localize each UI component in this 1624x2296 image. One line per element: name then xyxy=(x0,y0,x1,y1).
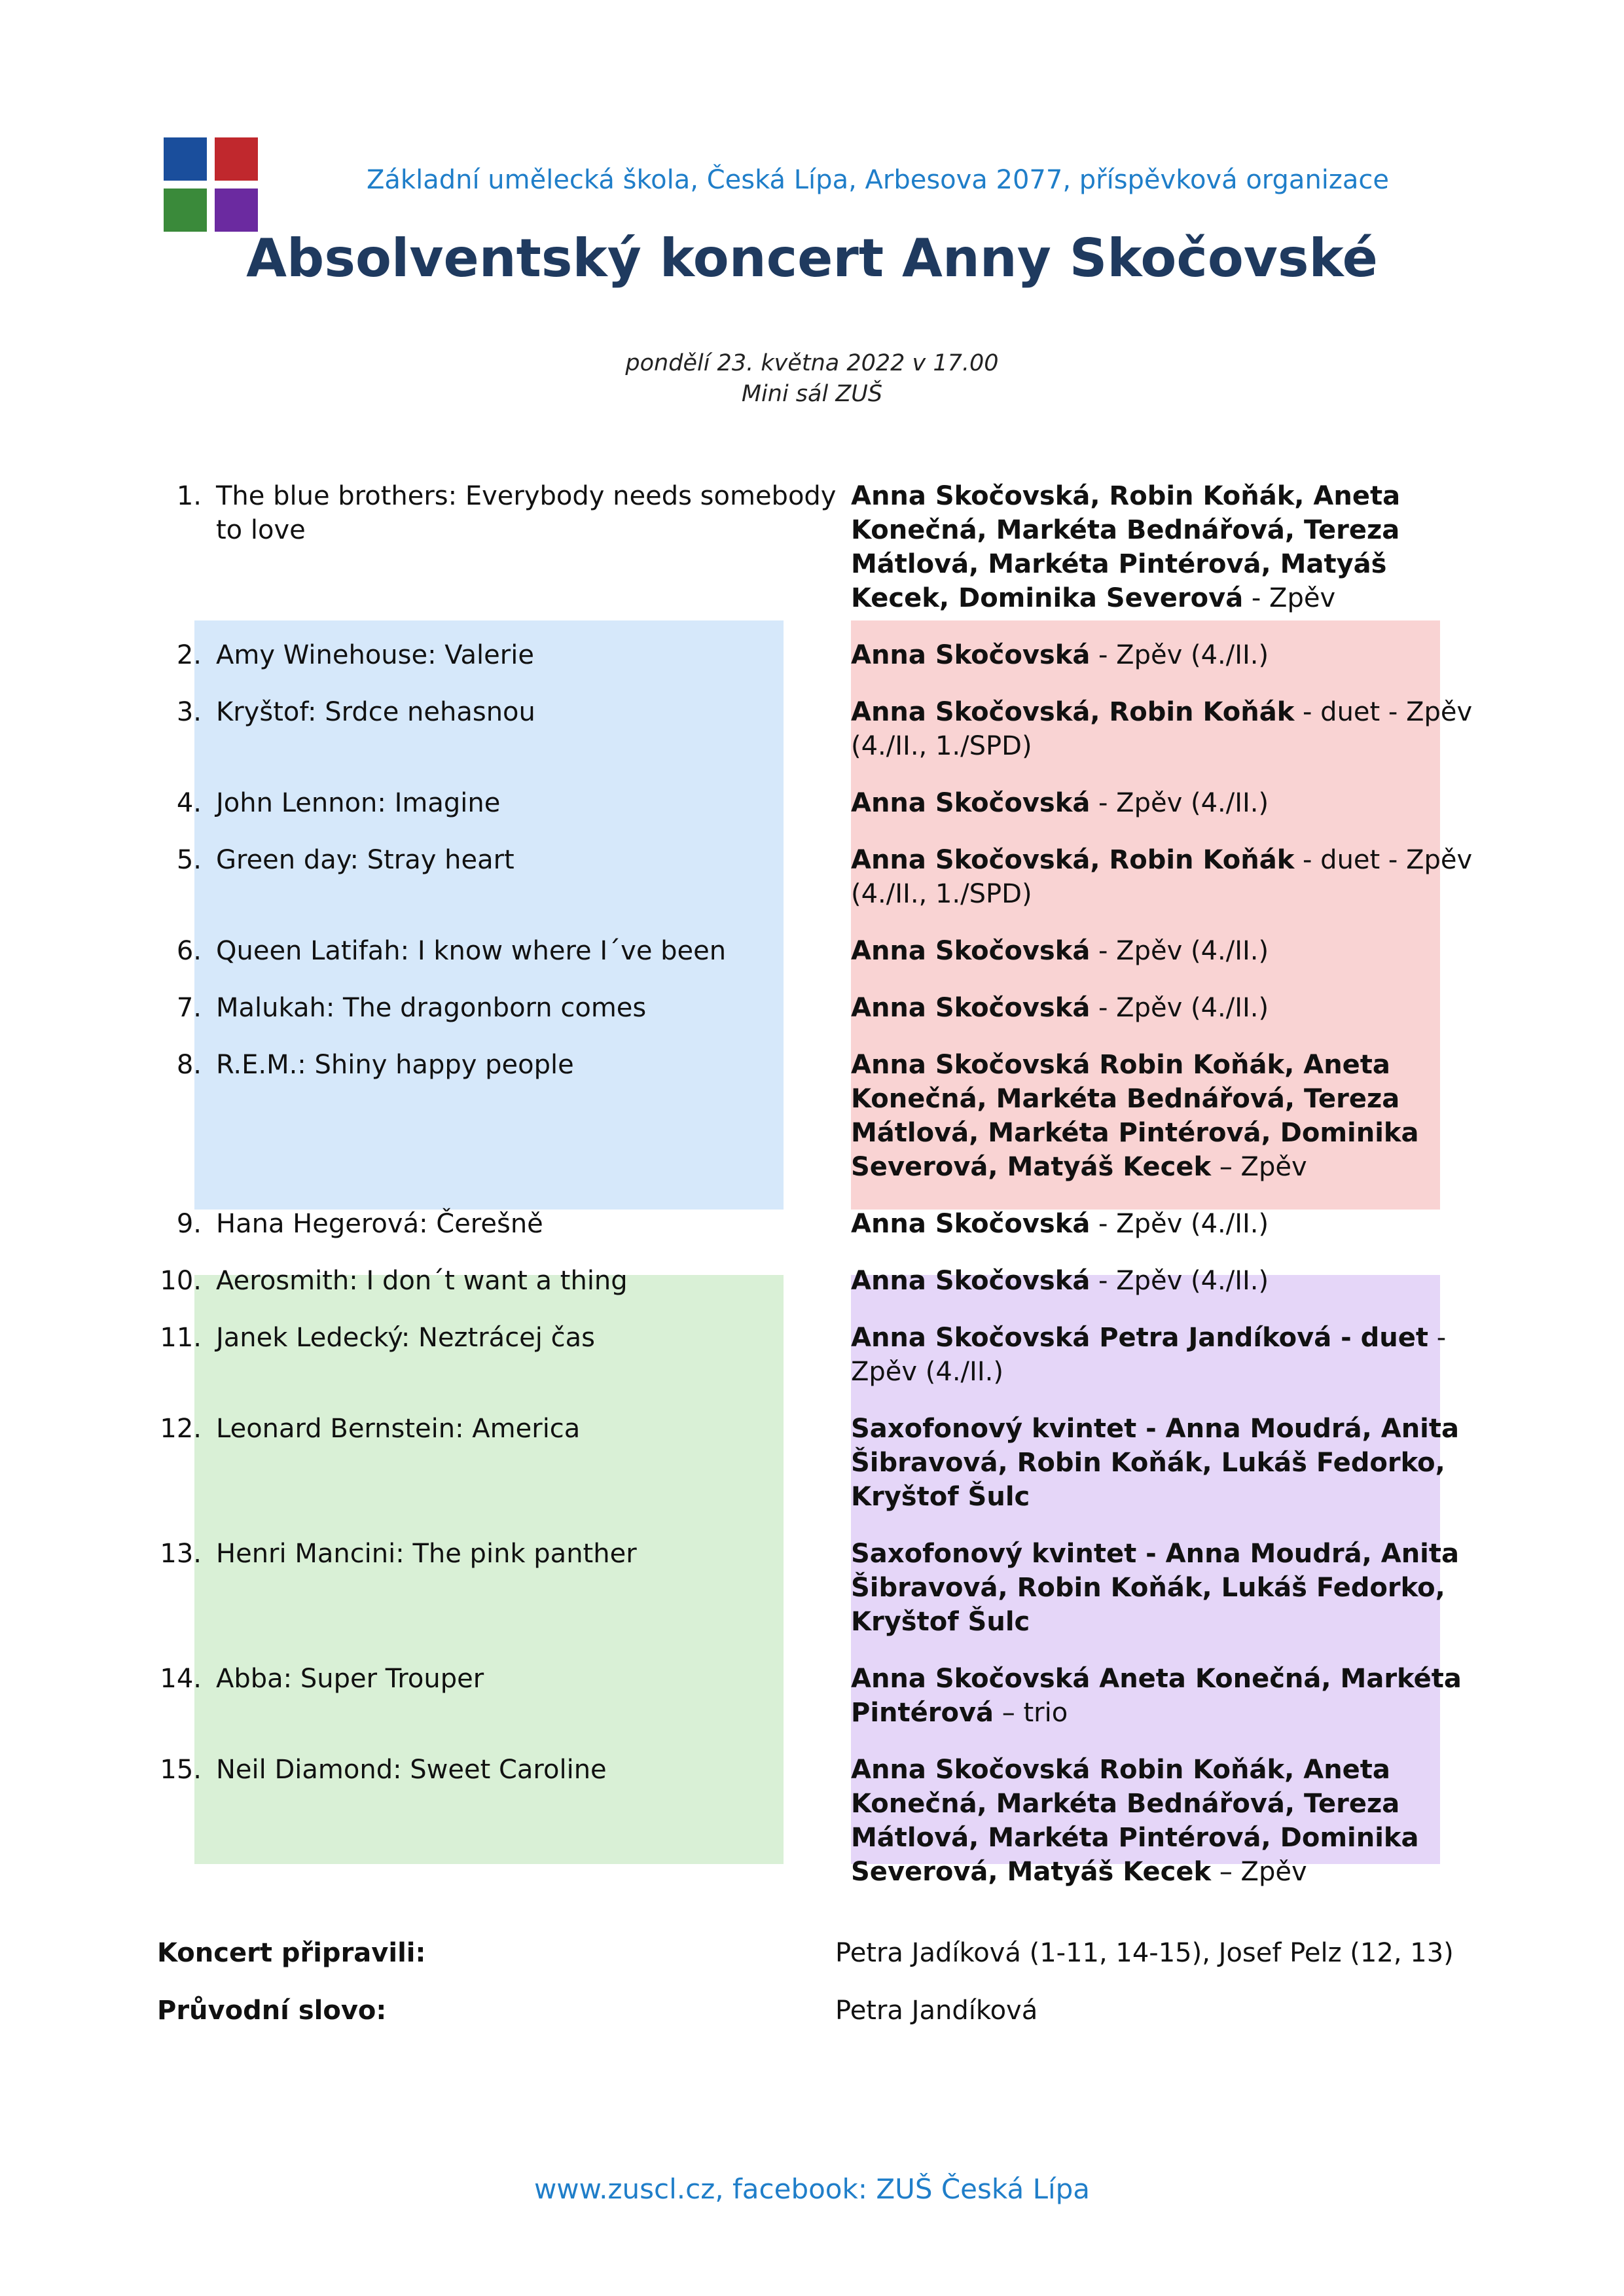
item-performers xyxy=(851,1753,1492,1889)
item-performers xyxy=(851,638,1492,672)
concert-date: pondělí 23. května 2022 v 17.00 xyxy=(625,350,999,376)
performers-note: - Zpěv (4./II.) xyxy=(1090,640,1269,670)
item-number: 1. xyxy=(176,481,202,511)
performers-names: Anna Skočovská xyxy=(851,993,1091,1023)
logo-red-quadrant xyxy=(215,137,258,181)
performers-names: Anna Skočovská Aneta Konečná, Markéta Pintérová xyxy=(851,1664,1462,1728)
performers-names: Anna Skočovská Petra Jandíková - duet xyxy=(851,1323,1429,1353)
item-performers xyxy=(851,991,1492,1025)
credits xyxy=(157,1924,1454,2039)
item-number: 10. xyxy=(160,1266,202,1296)
program-item xyxy=(143,479,1504,615)
performers-names: Anna Skočovská xyxy=(851,640,1091,670)
item-number: 5. xyxy=(176,845,202,875)
page-title: Absolventský koncert Anny Skočovské xyxy=(246,228,1378,289)
concert-venue: Mini sál ZUŠ xyxy=(741,381,883,407)
item-number: 11. xyxy=(160,1323,202,1353)
prepared-value: Petra Jadíková (1-11, 14-15), Josef Pelz (12, 13) xyxy=(835,1938,1454,1968)
program-item xyxy=(143,1321,1504,1389)
item-performers xyxy=(851,786,1492,820)
item-performers xyxy=(851,1537,1492,1639)
performers-names: Anna Skočovská xyxy=(851,1266,1091,1296)
performers-note: – Zpěv xyxy=(1211,1857,1307,1887)
speech-label: Průvodní slovo: xyxy=(157,1996,387,2026)
item-title: Leonard Bernstein: America xyxy=(216,1414,581,1444)
item-performers xyxy=(851,1048,1492,1184)
item-title: Janek Ledecký: Neztrácej čas xyxy=(216,1323,595,1353)
performers-note: - Zpěv (4./II.) xyxy=(1090,788,1269,818)
performers-note: - duet - Zpěv (4./II., 1./SPD) xyxy=(851,845,1473,909)
performers-names: Anna Skočovská, Robin Koňák xyxy=(851,845,1295,875)
item-number: 15. xyxy=(160,1755,202,1785)
item-number: 14. xyxy=(160,1664,202,1694)
item-title: Aerosmith: I don´t want a thing xyxy=(216,1266,628,1296)
item-number: 2. xyxy=(176,640,202,670)
performers-names: Anna Skočovská Robin Koňák, Aneta Konečná, Markéta Bednářová, Tereza Mátlová, Markéta Pintérová, Dominika Severová, Matyáš Kecek xyxy=(851,1755,1419,1887)
performers-note: - Zpěv (4./II.) xyxy=(1090,993,1269,1023)
item-number: 7. xyxy=(176,993,202,1023)
speech-value: Petra Jandíková xyxy=(835,1996,1038,2026)
program-item xyxy=(143,1412,1504,1514)
program-item xyxy=(143,1264,1504,1298)
item-title: Hana Hegerová: Čerešně xyxy=(216,1209,543,1239)
item-title: Queen Latifah: I know where I´ve been xyxy=(216,936,727,966)
program-item xyxy=(143,934,1504,968)
performers-note: - Zpěv xyxy=(1243,583,1336,613)
performers-names: Anna Skočovská xyxy=(851,936,1091,966)
prepared-label: Koncert připravili: xyxy=(157,1938,426,1968)
item-title: The blue brothers: Everybody needs somebody to love xyxy=(216,481,837,545)
item-performers xyxy=(851,695,1492,763)
item-title: Abba: Super Trouper xyxy=(216,1664,484,1694)
performers-note: - Zpěv (4./II.) xyxy=(851,1323,1447,1387)
item-title: Henri Mancini: The pink panther xyxy=(216,1539,637,1569)
item-title: Neil Diamond: Sweet Caroline xyxy=(216,1755,607,1785)
performers-names: Saxofonový kvintet - Anna Moudrá, Anita Šibravová, Robin Koňák, Lukáš Fedorko, Kryštof Šulc xyxy=(851,1414,1460,1512)
program-list xyxy=(143,479,1504,1912)
performers-note: - Zpěv (4./II.) xyxy=(1090,936,1269,966)
logo-blue-quadrant xyxy=(164,137,207,181)
performers-names: Anna Skočovská Robin Koňák, Aneta Konečná, Markéta Bednářová, Tereza Mátlová, Markéta Pintérová, Dominika Severová, Matyáš Kecek xyxy=(851,1050,1419,1182)
school-name: Základní umělecká škola, Česká Lípa, Arbesova 2077, příspěvková organizace xyxy=(367,165,1390,195)
item-number: 13. xyxy=(160,1539,202,1569)
school-logo xyxy=(164,137,258,232)
item-number: 9. xyxy=(176,1209,202,1239)
program-item xyxy=(143,991,1504,1025)
logo-green-quadrant xyxy=(164,188,207,232)
footer-link: www.zuscl.cz, facebook: ZUŠ Česká Lípa xyxy=(533,2173,1091,2205)
item-title: John Lennon: Imagine xyxy=(216,788,501,818)
program-item xyxy=(143,1753,1504,1889)
item-number: 8. xyxy=(176,1050,202,1080)
item-number: 12. xyxy=(160,1414,202,1444)
program-item xyxy=(143,1662,1504,1730)
item-performers xyxy=(851,479,1492,615)
performers-names: Anna Skočovská xyxy=(851,1209,1091,1239)
performers-names: Anna Skočovská xyxy=(851,788,1091,818)
item-title: Kryštof: Srdce nehasnou xyxy=(216,697,535,727)
item-performers xyxy=(851,1207,1492,1241)
item-performers xyxy=(851,934,1492,968)
item-performers xyxy=(851,1412,1492,1514)
item-performers xyxy=(851,1264,1492,1298)
item-performers xyxy=(851,1321,1492,1389)
performers-note: - Zpěv (4./II.) xyxy=(1090,1266,1269,1296)
program-item xyxy=(143,1207,1504,1241)
performers-note: – trio xyxy=(994,1698,1068,1728)
program-item xyxy=(143,695,1504,763)
item-number: 3. xyxy=(176,697,202,727)
program-item xyxy=(143,843,1504,911)
item-performers xyxy=(851,1662,1492,1730)
item-performers xyxy=(851,843,1492,911)
item-title: Malukah: The dragonborn comes xyxy=(216,993,647,1023)
item-number: 4. xyxy=(176,788,202,818)
logo-purple-quadrant xyxy=(215,188,258,232)
program-item xyxy=(143,786,1504,820)
performers-names: Anna Skočovská, Robin Koňák xyxy=(851,697,1295,727)
performers-names: Anna Skočovská, Robin Koňák, Aneta Konečná, Markéta Bednářová, Tereza Mátlová, Markéta Pintérová, Matyáš Kecek, Dominika Severová xyxy=(851,481,1401,613)
program-item xyxy=(143,1537,1504,1639)
performers-note: - Zpěv (4./II.) xyxy=(1090,1209,1269,1239)
program-item xyxy=(143,1048,1504,1184)
item-title: R.E.M.: Shiny happy people xyxy=(216,1050,574,1080)
item-title: Green day: Stray heart xyxy=(216,845,514,875)
performers-note: – Zpěv xyxy=(1211,1152,1307,1182)
item-title: Amy Winehouse: Valerie xyxy=(216,640,534,670)
item-number: 6. xyxy=(176,936,202,966)
program-item xyxy=(143,638,1504,672)
performers-note: - duet - Zpěv (4./II., 1./SPD) xyxy=(851,697,1473,761)
performers-names: Saxofonový kvintet - Anna Moudrá, Anita Šibravová, Robin Koňák, Lukáš Fedorko, Kryštof Šulc xyxy=(851,1539,1460,1637)
